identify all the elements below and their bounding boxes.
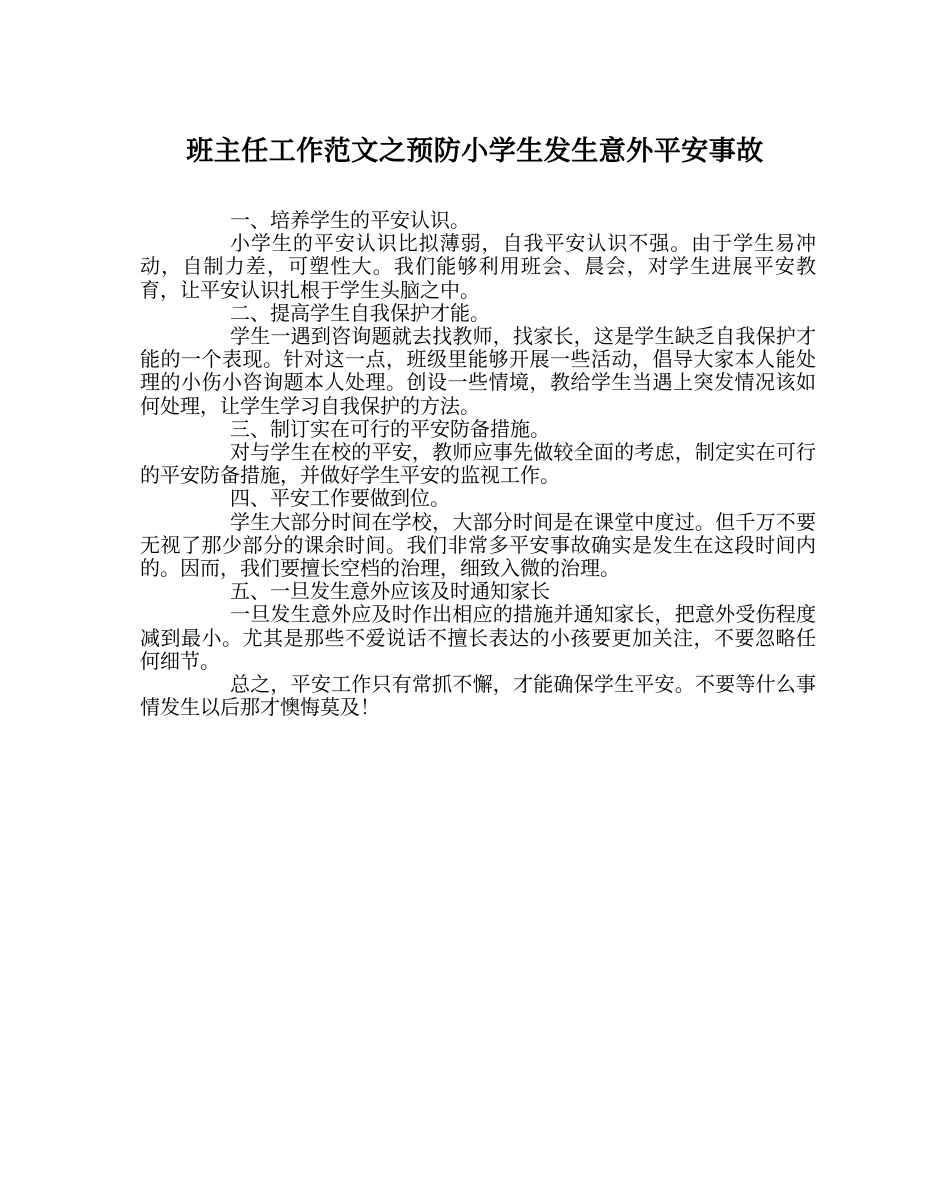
conclusion-paragraph: 总之，平安工作只有常抓不懈，才能确保学生平安。不要等什么事情发生以后那才懊悔莫及！ [140,672,816,720]
paragraph-2: 学生一遇到咨询题就去找教师，找家长，这是学生缺乏自我保护才能的一个表现。针对这一点，班级里能够开展一些活动，倡导大家本人能处理的小伤小咨询题本人处理。创设一些情境，教给学生当遇上突发情况该如何处理，让学生学习自我保护的方法。 [140,324,816,418]
document-title: 班主任工作范文之预防小学生发生意外平安事故 [186,136,764,167]
paragraph-3: 对与学生在校的平安，教师应事先做较全面的考虑，制定实在可行的平安防备措施，并做好学生平安的监视工作。 [140,440,816,488]
paragraph-4: 学生大部分时间在学校，大部分时间是在课堂中度过。但千万不要无视了那少部分的课余时间。我们非常多平安事故确实是发生在这段时间内的。因而，我们要擅长空档的治理，细致入微的治理。 [140,509,816,581]
paragraph-1: 小学生的平安认识比拟薄弱，自我平安认识不强。由于学生易冲动，自制力差，可塑性大。我们能够利用班会、晨会，对学生进展平安教育，让平安认识扎根于学生头脑之中。 [140,231,816,302]
section-heading-3: 三、制订实在可行的平安防备措施。 [230,416,550,441]
section-heading-5: 五、一旦发生意外应该及时通知家长 [230,579,550,604]
paragraph-5: 一旦发生意外应及时作出相应的措施并通知家长，把意外受伤程度减到最小。尤其是那些不爱说话不擅长表达的小孩要更加关注，不要忽略任何细节。 [140,602,816,673]
section-heading-1: 一、培养学生的平安认识。 [230,208,470,232]
document-body [140,209,816,719]
section-heading-2: 二、提高学生自我保护才能。 [230,300,490,325]
section-heading-4: 四、平安工作要做到位。 [230,486,450,511]
